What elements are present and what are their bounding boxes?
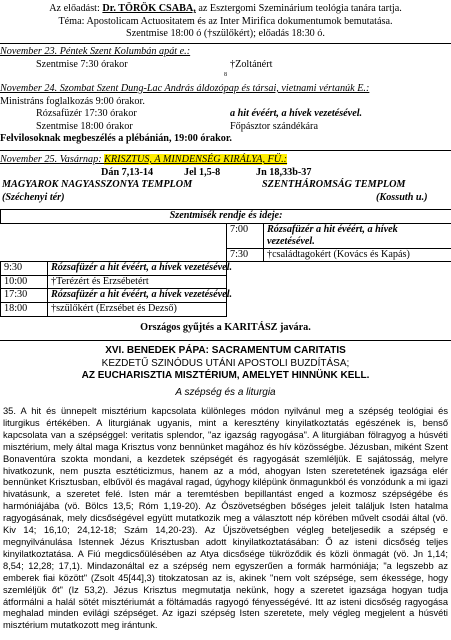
nov24-mass-time: Szentmise 18:00 órakor bbox=[36, 120, 133, 132]
schedule-time: 7:30 bbox=[227, 248, 264, 262]
nov24-note: Felvilosoknak megbeszélés a plébánián, 19:00 órakor. bbox=[0, 133, 232, 145]
schedule-time: 7:00 bbox=[227, 223, 264, 248]
article-title: XVI. BENEDEK PÁPA: SACRAMENTUM CARITATIS bbox=[105, 345, 346, 356]
lecture-prefix: Az előadást: bbox=[49, 3, 103, 14]
schedule-intent: Rózsafüzér a hit évéért, a hívek vezetésével. bbox=[264, 223, 451, 248]
nov23-heading: November 23. Péntek Szent Kolumbán apát e.: bbox=[0, 46, 191, 57]
schedule-time: 18:00 bbox=[1, 302, 48, 316]
reading-2: Jel 1,5-8 bbox=[184, 166, 221, 178]
divider bbox=[0, 150, 451, 151]
article-header bbox=[0, 345, 451, 399]
nov24-ministrants: Ministráns foglalkozás 9:00 órakor. bbox=[0, 95, 145, 107]
nov23-mass: Szentmise 7:30 órakor bbox=[36, 58, 128, 70]
schedule-intent: Rózsafüzér a hit évéért, a hívek vezetésével. bbox=[48, 262, 227, 276]
nov24-mass-intent: Főpásztor szándékára bbox=[230, 120, 318, 132]
lecture-topic: Téma: Apostolicam Actuositatem és az Inter Mirifica dokumentumok bemutatása. bbox=[58, 15, 393, 27]
article-subtitle: A szépség és a liturgia bbox=[175, 386, 276, 398]
divider bbox=[0, 43, 451, 44]
reading-1: Dán 7,13-14 bbox=[101, 166, 154, 178]
nov23-intention: †Zoltánért bbox=[230, 58, 273, 70]
schedule-intent: †családtagokért (Kovács és Kapás) bbox=[264, 248, 451, 262]
nov24-rosary-time: Rózsafüzér 17:30 órakor bbox=[36, 108, 137, 120]
church-left-location: (Széchenyi tér) bbox=[2, 191, 65, 203]
reading-3: Jn 18,33b-37 bbox=[256, 166, 312, 178]
article-body: 35. A hit és ünnepelt misztérium kapcsolata különleges módon nyilvánul meg a szépség teológiai és liturgikus értékében. A liturgiának ugyanis, mint a keresztény kinyilatkoztatás egészének is, benső kapcsolata van a szépséggel: veritatis splendor, "az igazság ragyogása". A liturgiában fölragyog a húsvéti misztérium, mely által maga Krisztus vonz bennünket magához és hív közösségbe. Jézusban, miként Szent Bonaventúra szokta mondani, a kezdetek szépségét és ragyogását szemléljük. E sajátosság, melyre hivatkozunk, nem puszta esztéticizmus, hanem az a mód, ahogyan Isten szeretetének igazsága elér bennünket Krisztusban, elbűvöl és magával ragad, úgyhogy kilépünk önmagunkból és vonzódunk a mi igazi hivatásunk, a szeretet felé. Isten már a teremtésben bepillantást enged a kozmosz szépségébe és harmóniájába (vö. Bölcs 13,5; Róm 1,19-20). Az Ószövetségben bőséges jeleit találjuk Isten hatalma ragyogásának, mely dicsőségével együtt mutatkozik meg a választott nép körében művelt csodái által (vö. Kiv 14; 16,10; 24,12-18; Szám 14,20-23). Az Újszövetségben végleg beteljesedik a szépség e megnyilvánulása Istennek Jézus Krisztusban adott kinyilatkoztatásában: Ő az isteni dicsőség teljes kinyilatkoztatása. A Fiú megdicsőülésében az Atya dicsősége tükröződik és közli önmagát (vö. Jn 1,14; 8,54; 12,28; 17,1). Mindazonáltal ez a szépség nem egyszerűen a formák harmóniája; "a legszebb az emberek fiai között" (Zsolt 45[44],3) titokzatosan az is, akinek "nem volt szépsége, sem ékessége, hogy szemléljük őt" (Iz 53,2). Jézus Krisztus megmutatja nekünk, hogy a szeretet igazsága hogyan tudja átformálni a halál sötét misztériumát a föltámadás ragyogó fényességévé. Itt az isteni dicsőség ragyogása meghalad minden evilági szépséget. Az igazi szépség Isten szeretete, mely végleg megjelent a húsvéti misztérium mutatkozott meg irántunk. bbox=[3, 406, 448, 631]
nov23-section bbox=[0, 46, 451, 71]
article-title-line2: KEZDETŰ SZINÓDUS UTÁNI APOSTOLI BUZDÍTÁSA; bbox=[101, 357, 350, 369]
lecture-suffix: az Esztergomi Szeminárium teológia tanára tartja. bbox=[195, 3, 402, 14]
divider bbox=[0, 340, 451, 341]
lecture-announcement bbox=[0, 3, 451, 41]
schedule-intent: Rózsafüzér a hit évéért, a hívek vezetésével. bbox=[48, 289, 227, 303]
schedule-title: Szentmisék rendje és ideje: bbox=[1, 210, 451, 224]
collection-note: Országos gyűjtés a KARITÁSZ javára. bbox=[140, 322, 311, 333]
nov24-heading: November 24. Szombat Szent Dung-Lac András áldozópap és társai, vietnami vértanúk E.: bbox=[0, 83, 370, 94]
lecturer-name: Dr. TÖRÖK CSABA, bbox=[102, 3, 196, 14]
nov25-heading: November 25. Vasárnap: bbox=[0, 154, 105, 165]
schedule-time: 9:30 bbox=[1, 262, 48, 276]
church-right: SZENTHÁROMSÁG TEMPLOM bbox=[262, 179, 406, 191]
nov24-section bbox=[0, 83, 451, 146]
nov25-section bbox=[0, 154, 451, 204]
church-right-location: (Kossuth u.) bbox=[376, 191, 428, 203]
church-left: MAGYAROK NAGYASSZONYA TEMPLOM bbox=[2, 179, 193, 191]
schedule-table bbox=[0, 209, 451, 317]
schedule-time: 17:30 bbox=[1, 289, 48, 303]
schedule-intent: †Terézért és Erzsébetért bbox=[48, 275, 227, 289]
small-mark: 8 bbox=[224, 72, 227, 78]
nov24-rosary-intent: a hit évéért, a hívek vezetésével. bbox=[230, 108, 363, 120]
nov25-feast: KRISZTUS, A MINDENSÉG KIRÁLYA, FÜ.: bbox=[104, 154, 288, 165]
schedule-intent: †szülőkért (Erzsébet és Dezső) bbox=[48, 302, 227, 316]
article-title-line3: AZ EUCHARISZTIA MISZTÉRIUM, AMELYET HINNÜNK KELL. bbox=[81, 370, 370, 381]
schedule-time: 10:00 bbox=[1, 275, 48, 289]
lecture-time: Szentmise 18:00 ó (†szülőkért); előadás 18:30 ó. bbox=[126, 28, 325, 40]
